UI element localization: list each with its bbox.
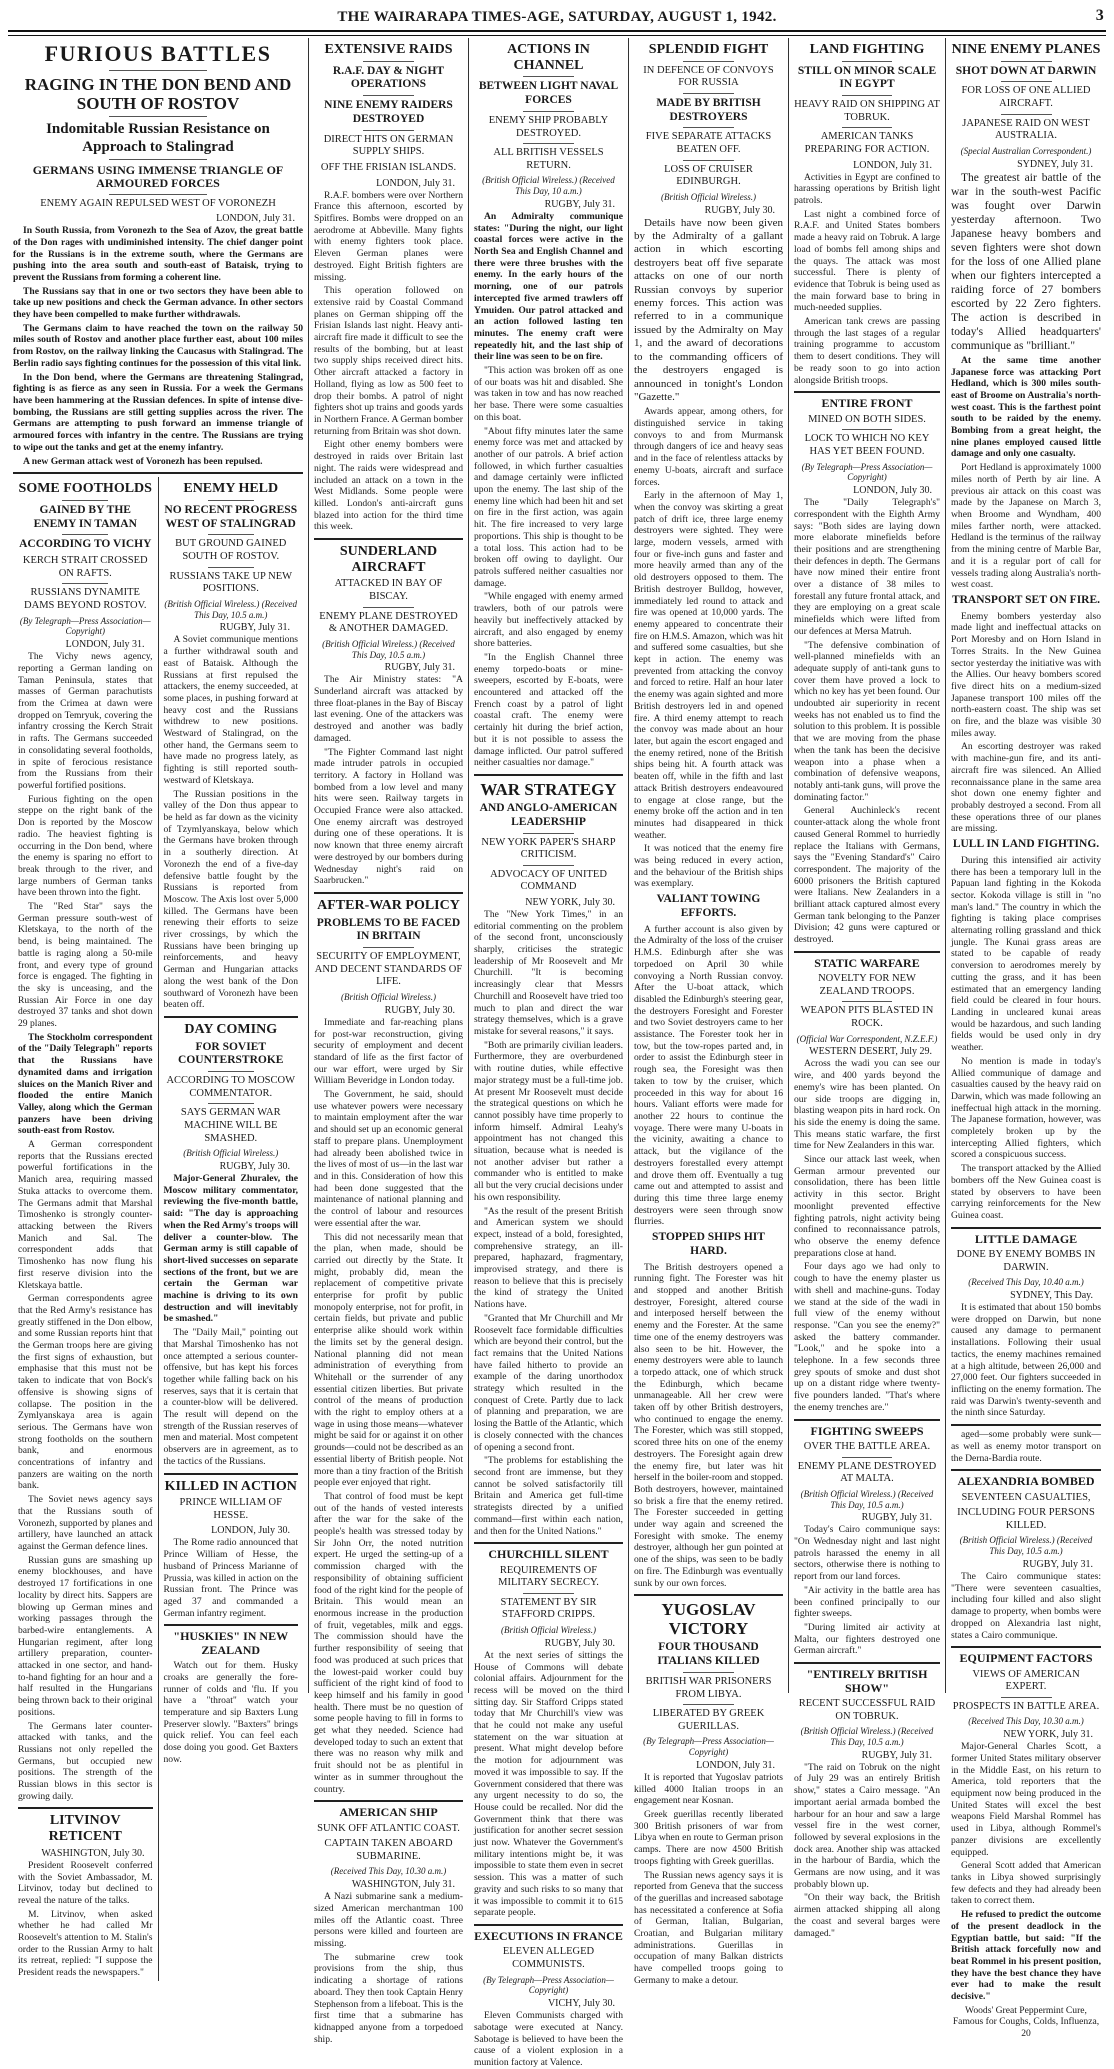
article-dateline: VICHY, July 30. (547, 1998, 615, 2010)
article-deck: VIEWS OF AMERICAN EXPERT. (972, 1668, 1080, 1693)
article-headline: LITVINOV RETICENT (48, 1813, 122, 1845)
divider (523, 1593, 574, 1594)
article-deck: NO RECENT PROGRESS WEST OF STALINGRAD (164, 503, 298, 530)
article-para: "The problems for establishing the second front are immense, but they cannot be solved satisfactorily till Britain and America get full-time strategists directed by a unified command—first within each nation, and then for the United Nations." (474, 1455, 623, 1537)
article-deck: ENEMY SHIP PROBABLY DESTROYED. (488, 114, 609, 139)
article-para: The Government, he said, should use whatever powers were necessary to maintain employment after the war and should set up an economic general staff to prepare plans. Unemployment had already been abolished twice in the lives of most of us—in the last war and in this. Consideration of how this had been done suggested that the maintenance of national planning and the control of labour and resources were essential after the war. (314, 1089, 463, 1229)
article-dateline: NEW YORK, July 30. (525, 896, 615, 908)
article-para: Awards appear, among others, for distinguished service in taking convoys to and from Murmansk through dangers of ice and heavy seas and in the face of relentless attacks by enemy U-boats, aircraft and surface forces. (634, 406, 783, 488)
divider (208, 500, 254, 501)
article-headline: STATIC WARFARE (814, 955, 920, 970)
article-credit: (British Official Wireless.) (Received This Day, 10 a.m.) (482, 175, 615, 197)
article-dateline: LONDON, July 30. (211, 1525, 290, 1537)
article-deck: SUNK OFF ATLANTIC COAST. (317, 1822, 460, 1834)
divider (109, 70, 208, 71)
article-para: A German correspondent reports that the Russians erected powerful fortifications in the Manich area, requiring massed Stuka attacks to overcome them. The Germans admit that Marshal Timoshenko is strongly counter-attacking between the Rivers Manich and Sal. The correspondent adds that Timoshenko has now flung his first reserve division into the Kletskaya battle. (18, 1139, 153, 1291)
article-para: "Air activity in the battle area has been confined principally to our fighter sweeps. (794, 1584, 940, 1620)
article-deck: DONE BY ENEMY BOMBS IN DARWIN. (956, 1249, 1096, 1273)
advert-headline: "HUSKIES" IN NEW ZEALAND (173, 1629, 289, 1657)
article-para: The Russian positions in the valley of the Don thus appear to be held as far down as the vicinity of Tzymlyanskaya, below which the Germans have broken through in a southerly direction. At Voronezh the end of a five-day defensive battle fought by the Russians is reported from Moscow. The Axis lost over 5,000 killed. The Germans have been renewing their efforts to seize river crossings, by which the Russians have been bringing up reinforcements, and heavy German and Hungarian attacks along the west bank of the Don southward of Voronezh have been beaten off. (163, 788, 298, 1011)
article-deck: FOUR THOUSAND ITALIANS KILLED (657, 1641, 760, 1668)
divider (208, 534, 254, 535)
article-dateline: LONDON, July 31. (65, 639, 145, 651)
section-rule (794, 1662, 940, 1664)
article-dateline: RUGBY, July 31. (1022, 1559, 1093, 1571)
section-rule (314, 1800, 463, 1802)
divider (62, 500, 108, 501)
article-credit: (Received This Day, 10.30 a.m.) (330, 1866, 447, 1877)
article-para: The British destroyers opened a running fight. The Forester was hit and stopped and another British destroyer, Foresight, altered course and interposed herself between the enemy and the Forester. At the same time one of the enemy destroyers was also seen to be hit. However, the enemy destroyers were able to launch a torpedo attack, one of which struck the Edinburgh, which became unmanageable. All her crew were taken off by other British destroyers, who continued to engage the enemy. The Forester, which was still stopped, scored three hits on one of the enemy destroyers. The Foresight again drew the enemy fire, but later was hit herself in the boiler-room and stopped. Both destroyers, however, maintained so brisk a fire that the enemy retired. The Forester succeeded in getting under way again and screened the Foresight with smoke. The enemy destroyer, although her gun pointed at one of the ships, was seen to be badly on fire. The Edinburgh was eventually sunk by our own forces. (634, 1261, 784, 1589)
divider (523, 111, 574, 112)
article-headline: SUNDERLAND AIRCRAFT (339, 544, 438, 575)
article-para: General Scott added that American tanks in Libya showed surprisingly few defects and they had already been taken to correct them. (951, 1860, 1101, 1907)
divider (683, 160, 734, 161)
article-dateline: RUGBY, July 30. (704, 204, 775, 216)
article-deck: ACCORDING TO VICHY (19, 538, 152, 551)
article-headline: ALEXANDRIA BOMBED (957, 1474, 1095, 1489)
article-deck: AND ANGLO-AMERICAN LEADERSHIP (479, 801, 618, 828)
article-para: "This action was broken off as one of our boats was hit and disabled. She was taken in tow and has now reached her base. There were some casualties on this boat. (474, 365, 623, 423)
lead-para: In the Don bend, where the Germans are threatening Stalingrad, fighting is as fierce as any seen in Russia. For a week the Germans have been hammering at the Russian defences. In spite of intense dive-bombing, the Russians are still getting supplies across the river. The Germans are attempting to push forward an immense triangle of armoured forces with infantry in the centre. The Russians are trying to wipe out the tanks and get at the enemy infantry. (13, 371, 303, 453)
article-deck: ACCORDING TO MOSCOW COMMENTATOR. (166, 1075, 296, 1099)
article-para: "On their way back, the British airmen attacked shipping all along the coast and several barges were damaged." (794, 1892, 940, 1939)
article-deck: NEW YORK PAPER'S SHARP CRITICISM. (481, 836, 616, 861)
divider (842, 429, 892, 430)
article-deck: STILL ON MINOR SCALE IN EGYPT (797, 64, 937, 91)
article-headline: AMERICAN SHIP (339, 1805, 438, 1820)
lead-story-column (8, 38, 308, 1979)
column-darwin (945, 38, 1106, 2040)
article-headline: ENTIRE FRONT (821, 396, 913, 411)
article-para: An Admiralty communique states: "During the night, our light coastal forces were active in the North Sea and English Channel and there were three brushes with the enemy. In the early hours of the morning, one of our patrols intercepted five armed trawlers off Ymuiden. Our patrol attacked and an action followed lasting ten minutes. The enemy craft were repeatedly hit, and the last ship of their line was seen to be on fire. (474, 210, 623, 363)
column-convoys (628, 38, 788, 1986)
lead-deck-1: RAGING IN THE DON BEND AND SOUTH OF ROSTOV (24, 74, 292, 113)
article-deck: NINE ENEMY RAIDERS DESTROYED (324, 99, 453, 126)
article-para: Today's Cairo communique says: "On Wednesday night and last night patrols harassed the enemy in all sectors, otherwise there is nothing to report from our land forces. (794, 1524, 940, 1583)
section-rule (951, 1469, 1101, 1471)
article-deck: FOR SOVIET COUNTERSTROKE (178, 1040, 284, 1067)
lead-para: The Russians say that in one or two sectors they have been able to take up new positions and check the German advance. In other sectors they have been compelled to make further withdrawals. (13, 285, 303, 321)
article-headline: ENEMY HELD (183, 481, 279, 497)
article-para: American tank crews are passing through the last stages of a regular training programme to accustom them to desert conditions. They will be ready soon to go into action alongside British troops. (794, 316, 940, 386)
article-deck: R.A.F. DAY & NIGHT OPERATIONS (332, 64, 445, 91)
article-para: A further account is also given by the Admiralty of the loss of the cruiser H.M.S. Edinburgh after she was torpedoed on April 30 while convoying a North Russian convoy. After the U-boat attack, which disabled the Edinburgh's steering gear, the destroyers Foresight and Forester and two Soviet destroyers came to her assistance. The Forester took her in tow, but the tow-ropes parted and, in order to assist the Edinburgh steer in rough sea, the Foresight was then taken to tow by the cruiser, which proceeded in this way for about 16 hours. Valiant efforts were made for another 22 hours to continue the voyage. There were many U-boats in the vicinity, awaiting a chance to attack, but the vigilance of the destroyers forestalled every attempt and drove them off. Eventually a tug came out and attempted to assist and during this time three large enemy destroyers were seen through snow flurries. (634, 923, 783, 1228)
lead-subcolumns (13, 477, 303, 1981)
article-para: At the same time another Japanese force was attacking Port Hedland, which is 300 miles south-east of Broome on Australia's north-west coast. This is the farthest point south to be raided by the enemy. Bombing from a great height, the nine planes employed caused little damage and only one casualty. (951, 354, 1101, 460)
lead-para: The Germans claim to have reached the town on the railway 50 miles south of Rostov and another place further east, about 100 miles from Rostov, on the railway linking the Caucasus with Stalingrad. The Berlin radio says fighting continues for the possession of this vital link. (13, 322, 303, 369)
article-para: Port Hedland is approximately 1000 miles north of Perth by air line. A previous air attack on this coast was made by the Japanese on March 3, when Broome and Wyndham, 400 miles farther north, were attacked. Hedland is the terminus of the railway from the mining centre of Marble Bar, and it is a regular port of call for vessels trading along Australia's north-west coast. (951, 462, 1101, 591)
article-credit: (British Official Wireless.) (661, 191, 756, 202)
article-deck: PRINCE WILLIAM OF HESSE. (179, 1497, 282, 1521)
article-para: "As the result of the present British and American system we should expect, instead of a bold, foresighted, comprehensive strategy, an ill-prepared, haphazard, fragmentary, improvised strategy, and there is reason to believe that this is precisely the kind of strategy the United Nations have. (474, 1205, 623, 1311)
divider (683, 127, 734, 128)
article-headline: EXECUTIONS IN FRANCE (474, 1929, 623, 1943)
article-deck: GAINED BY THE ENEMY IN TAMAN (33, 503, 137, 530)
divider (523, 865, 574, 866)
article-deck: MADE BY BRITISH DESTROYERS (656, 96, 761, 123)
article-dateline: LONDON, July 31. (853, 159, 932, 171)
article-headline: SOME FOOTHOLDS (18, 481, 152, 497)
article-para: It is estimated that about 150 bombs were dropped on Darwin, but none caused any damage to permanent installations. Following their usual tactics, the enemy machines remained at a high altitude, between 26,000 and 27,000 feet. Our fighters succeeded in inflicting on the enemy formation. The raid was Darwin's twenty-seventh and the ninth since Saturday. (951, 1302, 1101, 1419)
article-headline: ACTIONS IN CHANNEL (507, 42, 590, 73)
section-rule (18, 1807, 153, 1809)
subheading: LULL IN LAND FIGHTING. (952, 838, 1100, 851)
article-para: "Granted that Mr Churchill and Mr Roosevelt face formidable difficulties which are beyond their control, but the fact remains that the United Nations have failed hitherto to provide an example of the daring unorthodox strategy which resulted in the conquest of Crete. Partly due to lack of planning and preparation, we are losing the Battle of the Atlantic, which is closely connected with the chances of opening a second front. (474, 1312, 623, 1453)
article-deck: SHOT DOWN AT DARWIN (955, 64, 1097, 77)
article-para: Eleven Communists charged with sabotage were executed at Nancy. Sabotage is believed to have been the cause of a violent explosion in a munition factory at Valence. (474, 2010, 623, 2069)
article-dateline: RUGBY, July 31. (544, 198, 615, 210)
article-deck: SEVENTEEN CASUALTIES, (961, 1491, 1091, 1503)
divider (523, 76, 574, 77)
column-land-fighting (788, 38, 945, 1939)
article-headline: KILLED IN ACTION (164, 1478, 297, 1494)
article-para: The transport attacked by the Allied bombers off the New Guinea coast is stated by observers to have been carrying reinforcements for the New Guinea coast. (951, 1163, 1101, 1221)
article-headline: EXTENSIVE RAIDS (324, 42, 453, 57)
divider (683, 1672, 734, 1673)
section-rule (164, 1016, 299, 1018)
article-dateline: WESTERN DESERT, July 29. (809, 1046, 932, 1058)
article-dateline: RUGBY, July 30. (544, 1637, 615, 1649)
article-para: The Air Ministry states: "A Sunderland aircraft was attacked by three float-planes in the Bay of Biscay last evening. One of the attackers was destroyed and another was badly damaged. (314, 674, 463, 744)
column-channel (468, 38, 628, 2069)
article-deck: ENEMY PLANE DESTROYED & ANOTHER DAMAGED. (319, 610, 458, 635)
article-para: General Auchinleck's recent counter-attack along the whole front caused General Rommel to hurriedly replace the Italians with Germans, says the "Evening Standard's" Cairo correspondent. The majority of the 6000 prisoners the British captured were Italians. New Zealanders in a brilliant attack captured almost every German tank belonging to the Panzer Division; 42 guns were captured or destroyed. (794, 805, 940, 946)
section-rule (164, 1624, 299, 1626)
article-credit: (Received This Day, 10.40 a.m.) (968, 1277, 1084, 1288)
article-dateline: WASHINGTON, July 31. (351, 1879, 455, 1891)
article-deck: AMERICAN TANKS PREPARING FOR ACTION. (804, 131, 930, 156)
lead-headline: FURIOUS BATTLES (44, 41, 272, 66)
article-dateline: RUGBY, July 31. (219, 622, 290, 634)
article-para: That control of food must be kept out of the hands of vested interests after the war for the sake of the people's health was stressed today by Sir John Orr, the noted nutrition expert. He urged the setting-up of a commission charged with the responsibility of obtaining sufficient food of the right kind for the people of Britain. This would mean an enormous increase in the production of fruit, vegetables, milk and eggs. The commission should have the further responsibility of seeing that food was produced at such prices that the lowest-paid worker could buy sufficient of the right kind of food to keep himself and his family in good health. There must be no question of some people having to fill in forms to get what they needed. Science had developed today to such an extent that there was no reason why milk and fruit should not be as plentiful in winter as in summer throughout the country. (314, 1490, 463, 1795)
article-dateline: LONDON, July 31. (376, 177, 455, 189)
article-deck: REQUIREMENTS OF MILITARY SECRECY. (498, 1564, 599, 1589)
divider (842, 127, 892, 128)
article-credit: (Received This Day, 10.30 a.m.) (968, 1716, 1084, 1727)
article-deck: ENEMY PLANE DESTROYED AT MALTA. (797, 1460, 937, 1485)
article-dateline: SYDNEY, July 31. (1017, 158, 1093, 170)
article-deck: ATTACKED IN BAY OF BISCAY. (334, 578, 443, 602)
section-rule (951, 1227, 1101, 1229)
article-deck: LIBERATED BY GREEK GUERILLAS. (652, 1708, 765, 1732)
section-rule (13, 472, 303, 474)
article-para: The Rome radio announced that Prince William of Hesse, the husband of Princess Marianne of Prussia, was killed in action on the Russian front. The Prince was aged 37 and commanded a German infantry regiment. (163, 1537, 298, 1619)
article-credit: (British Official Wireless.) (Received This Day, 10.5 a.m.) (959, 1535, 1093, 1557)
article-credit: (Official War Correspondent, N.Z.E.F.) (796, 1033, 938, 1044)
divider (523, 833, 574, 834)
article-para: The Cairo communique states: "There were seventeen casualties, including four killed and also slight damage to property, when bombs were dropped on Alexandria last night, states a Cairo communique. (951, 1571, 1101, 1641)
article-deck: BETWEEN LIGHT NAVAL FORCES (478, 80, 619, 107)
article-para: The "Red Star" says the German pressure south-west of Kletskaya, to the north of the bend, is being maintained. The battle is raging along a 50-mile front, and every type of ground force is engaged. The fighting in the sky is unceasing, and the Russian Air Force in one day destroyed 37 tanks and shot down 29 planes. (18, 901, 153, 1030)
article-deck: RUSSIANS TAKE UP NEW POSITIONS. (169, 570, 293, 595)
article-para: Major-General Charles Scott, a former United States military observer in the Middle East, on his return to America, told reporters that the equipment now being produced in the United States will excel the best weapons Field Marshal Rommel has used in Libya, although Rommel's panzer divisions are excellently equipped. (951, 1741, 1101, 1858)
divider (523, 143, 574, 144)
article-deck: IN DEFENCE OF CONVOYS FOR RUSSIA (643, 64, 774, 89)
divider (363, 95, 414, 96)
article-headline: LITTLE DAMAGE (974, 1231, 1078, 1246)
article-deck: SECURITY OF EMPLOYMENT, AND DECENT STANDARDS OF LIFE. (314, 951, 463, 988)
divider (109, 159, 208, 160)
article-headline: LAND FIGHTING (809, 42, 925, 57)
article-para: President Roosevelt conferred with the Soviet Ambassador, M. Litvinov, today but declined to reveal the nature of the talks. (18, 1859, 153, 1906)
section-rule (164, 1473, 299, 1475)
divider (1001, 61, 1052, 62)
divider (683, 61, 734, 62)
article-headline: SPLENDID FIGHT (648, 42, 769, 57)
subheading: STOPPED SHIPS HIT HARD. (652, 1231, 765, 1257)
divider (109, 194, 208, 195)
subheading: TRANSPORT SET ON FIRE. (951, 593, 1101, 606)
masthead (8, 4, 1106, 32)
article-credit: (British Official Wireless.) (183, 1148, 279, 1159)
divider (842, 61, 892, 62)
article-deck: ADVOCACY OF UNITED COMMAND (490, 868, 607, 893)
article-credit: (By Telegraph—Press Association—Copyright) (801, 461, 933, 483)
divider (208, 1071, 254, 1072)
article-deck: FOR LOSS OF ONE ALLIED AIRCRAFT. (961, 85, 1091, 110)
lead-para: A new German attack west of Voronezh has been repulsed. (23, 455, 263, 467)
article-para: Last night a combined force of R.A.F. and United States bombers made a heavy raid on Tobruk. A large load of bombs fell among ships and the quays. The attack was most successful. There is plenty of evidence that Tobruk is being used as the main forward base to bring in much-needed supplies. (794, 208, 940, 314)
article-deck: CAPTAIN TAKEN ABOARD SUBMARINE. (324, 1838, 453, 1862)
article-deck: OVER THE BATTLE AREA. (803, 1440, 931, 1452)
advert-text: Woods' Great Peppermint Cure, Famous for Coughs, Colds, Influenza, 20 (952, 2004, 1100, 2040)
section-rule (794, 951, 940, 953)
article-para: Since our attack last week, when German armour prevented our consolidation, there has been little activity in this sector. Bright moonlight prevented effective fighting patrols, night activity being confined to reconnaissance patrols, who observe the enemy defence preparations close at hand. (794, 1154, 940, 1259)
article-para: Enemy bombers yesterday also made light and ineffectual attacks on Port Moresby and on Horn Island in Torres Straits. In the New Guinea sector yesterday the initiative was with the Allies. Our heavy bombers scored five direct hits on a medium-sized Japanese transport 100 miles off the north-eastern coast. The ship was set on fire, and the blaze was visible 30 miles away. (951, 610, 1101, 739)
article-dateline: LONDON, July 30. (853, 485, 932, 497)
divider (62, 534, 108, 535)
divider (363, 61, 414, 62)
article-credit: (British Official Wireless.) (Received This Day, 10.5 a.m.) (800, 1726, 934, 1747)
article-dateline: RUGBY, July 31. (861, 1749, 932, 1761)
article-para: "During limited air activity at Malta, our fighters destroyed one German aircraft." (794, 1621, 940, 1657)
article-para: "While engaged with enemy armed trawlers, both of our patrols were heavily but ineffectively attacked by aircraft, and also engaged by enemy shore batteries. (474, 591, 623, 650)
article-dateline: RUGBY, July 31. (384, 662, 455, 674)
section-rule (314, 538, 463, 540)
article-deck: JAPANESE RAID ON WEST AUSTRALIA. (962, 117, 1090, 142)
section-rule (794, 1419, 940, 1421)
lead-deck-4: ENEMY AGAIN REPULSED WEST OF VORONEZH (40, 197, 276, 209)
divider (208, 1103, 254, 1104)
article-deck: OFF THE FRISIAN ISLANDS. (320, 162, 457, 174)
article-para: "The raid on Tobruk on the night of July 29 was an entirely British show," states a Cairo message. "An important aerial armada bombed the harbour for an hour and saw a large vessel fire in the west corner, followed by several explosions in the dock area. Another ship was attacked in the harbour of Bardia, which the Germans are now using, and it was probably blown up. (794, 1761, 940, 1890)
divider (363, 947, 414, 948)
article-credit: (By Telegraph—Press Association—Copyright) (483, 1974, 614, 1996)
article-para: Furious fighting on the open steppe on the right bank of the Don is reported by the Moscow radio. The heaviest fighting is occurring in the Don bend, where the enemy is sparing no effort to break through to the river, and large numbers of German tanks have been thrown into the fight. (18, 793, 153, 899)
article-credit: (British Official Wireless.) (501, 1625, 596, 1636)
divider (683, 1704, 734, 1705)
article-deck: SAYS GERMAN WAR MACHINE WILL BE SMASHED. (180, 1107, 281, 1144)
article-deck: BRITISH WAR PRISONERS FROM LIBYA. (645, 1675, 772, 1700)
article-para: Greek guerillas recently liberated 300 British prisoners of war from Libya when en route to German prison camps. There are now 4500 British troops fighting with Greek guerillas. (634, 1809, 783, 1867)
lead-deck-3: GERMANS USING IMMENSE TRIANGLE OF ARMOURED FORCES (32, 162, 284, 191)
article-deck: PROBLEMS TO BE FACED IN BRITAIN (316, 916, 461, 943)
divider (842, 1001, 892, 1002)
article-para: The "Daily Telegraph's" correspondent with the Eighth Army says: "Both sides are laying down more elaborate minefields before their positions and are strengthening their defences in depth. The Germans have now mined their entire front over a distance of 38 miles to forestall any future frontal attack, and they are employing on a great scale minefields which were lifted from our defences at Mersa Matruh. (794, 497, 940, 637)
article-para: The "Daily Mail," pointing out that Marshal Timoshenko has not once attempted a serious counter-offensive, but has kept his forces together while falling back on his reserves, says that it is certain that a counter-blow will be delivered. The result will depend on the strength of the Russian reserves of men and material. Most competent observers are in agreement, as to the tactics of the Russians. (163, 1327, 298, 1467)
article-para: The submarine crew took provisions from the ship, thus indicating a shortage of rations aboard. They then took Captain Henry Stephenson from a lifeboat. This is the first time that a submarine has kidnapped anyone from a torpedoed ship. (314, 1951, 463, 2045)
article-deck: ELEVEN ALLEGED COMMUNISTS. (502, 1946, 595, 1971)
article-deck: RUSSIANS DYNAMITE DAMS BEYOND ROSTOV. (24, 587, 147, 612)
article-headline: FIGHTING SWEEPS (810, 1423, 924, 1438)
article-credit: (By Telegraph—Press Association—Copyright) (19, 615, 151, 637)
masthead-rule (8, 32, 1106, 36)
lead-dateline: LONDON, July 31. (216, 213, 295, 225)
article-dateline: RUGBY, July 30. (219, 1160, 290, 1172)
article-deck: PROSPECTS IN BATTLE AREA. (952, 1700, 1100, 1712)
article-headline: EQUIPMENT FACTORS (959, 1651, 1093, 1666)
article-headline: "ENTIRELY BRITISH SHOW" (806, 1667, 928, 1695)
article-para: Four days ago we had only to cough to have the enemy plaster us with shell and machine-guns. Today we stand at the side of the wadi in full view of the enemy without response. "Can you see the enemy?" asked the battery commander. "Look," and he spoke into a telephone. In a few seconds three grey spouts of smoke and dust shot up on a distant ridge where twenty-five pounders landed. "That's where the enemy trenches are." (794, 1261, 940, 1413)
article-para: Major-General Zhuralev, the Moscow military commentator, reviewing the five-month battle, said: "The day is approaching when the Red Army's troops will deliver a counter-blow. The German army is still capable of short-lived successes on separate sections of the front, but we are certain the German war machine is driving to its own destruction and will inevitably be smashed." (163, 1172, 298, 1325)
divider (1001, 1697, 1052, 1698)
article-para: The Soviet news agency says that the Russians south of Voronezh, supported by planes and artillery, have launched an attack against the German defence lines. (18, 1494, 153, 1552)
article-credit: (British Official Wireless.) (341, 992, 436, 1003)
article-dateline: RUGBY, July 30. (384, 1004, 455, 1016)
article-dateline: RUGBY, July 31. (861, 1512, 932, 1524)
article-para: During this intensified air activity there has been a temporary lull in the Papuan land fighting in the Kokoda sector. Kokoda village is still in "no man's land." The country in which the fighting is taking place comprises alternating rolling grassland and thick jungle. The Kunai grass areas are stated to be capable of ready conversion to aerodromes merely by cutting the grass, and it has been estimated that an emergency landing field could be cleared in four hours. Landing in uncleared kunai areas would be hazardous, and such landing fields would be used only in dry weather. (951, 854, 1101, 1054)
masthead-title: THE WAIRARAPA TIMES-AGE, SATURDAY, AUGUST 1, 1942. (337, 8, 777, 25)
divider (109, 116, 208, 117)
article-para: "In the English Channel three enemy torpedo-boats or mine-sweepers, escorted by E-boats, were encountered and attacked off the French coast by a patrol of light coastal craft. The enemy were certainly hit during the brief action, but it is not possible to assess the damage inflicted. Our patrol suffered neither casualties nor damage." (474, 651, 623, 769)
advert-text: Watch out for them. Husky croaks are generally the fore-runner of colds and 'flu. If you have a "throat" watch your temperature and sip Baxters Lung Preserver slowly. "Baxters" brings quick relief. You can feel each dose doing you good. Get Baxters now. (163, 1660, 298, 1765)
section-rule (951, 1424, 1101, 1426)
article-para: Russian guns are smashing up enemy blockhouses, and have destroyed 17 fortifications in one locality by direct hits. Sappers are blowing up German mines and working passages through the barbed-wire entanglements. A Hungarian regiment, after long artillery preparation, counter-attacked in one sector, and hand-to-hand fighting for an hour and a half resulted in the Hungarians being thrown back to their original positions. (18, 1554, 153, 1718)
article-deck: ALL BRITISH VESSELS RETURN. (493, 147, 604, 171)
article-para: The greatest air battle of the war in the south-west Pacific was fought over Darwin yesterday afternoon. Two Japanese heavy bombers and seven fighters were shot down for the loss of one Allied plane when our fighters intercepted a raiding force of 27 bombers escorted by 22 Zero fighters. The action is described in today's Allied headquarters' communique as "brilliant." (951, 171, 1101, 352)
article-para: He refused to predict the outcome of the present deadlock in the Egyptian battle, but said: "If the British attack forcefully now and beat Rommel in his present position, they have the best chance they have ever had to make the result decisive." (951, 1909, 1101, 2003)
divider (363, 130, 414, 131)
article-para: Activities in Egypt are confined to harassing operations by British light patrols. (794, 171, 940, 207)
article-deck: FIVE SEPARATE ATTACKS BEATEN OFF. (645, 131, 772, 156)
article-headline: CHURCHILL SILENT (488, 1547, 609, 1562)
article-para: "About fifty minutes later the same enemy force was met and attacked by another of our patrols. A brief action followed, in which further casualties and damage certainly were inflicted upon the enemy. The last ship of the enemy line which had been hit and set on fire in the first action, was again hit. The fire increased to very large proportions. This ship is thought to be a total loss. This action had to be broken off owing to daylight. Our patrols suffered neither casualties nor damage. (474, 425, 623, 589)
article-para: Early in the afternoon of May 1, when the convoy was skirting a great patch of drift ice, three large enemy destroyers were sighted. They were large, modern vessels, armed with four or five-inch guns and faster and more heavily armed than any of the old destroyers opposed to them. The British destroyer Bulldog, however, immediately led round to attack and fire was opened at 10,000 yards. The enemy appeared to concentrate their fire on H.M.S. Amazon, which was hit and suffered some casualties, but she kept in action. The enemy was prevented from attacking the convoy and forced to retire. Half an hour later the enemy was again sighted and more British destroyers led in and opened fire. A third enemy attempt to reach the convoy was made about an hour later, but again the escort engaged and the enemy retired, none of the British ships being hit. A fourth attack was beaten off, while in the fifth and last attack British destroyers endeavoured to engage at close range, but the enemy broke off the action and in ten minutes had disappeared in thick weather. (634, 490, 783, 841)
article-para: The "New York Times," in an editorial commenting on the problem of the second front, unconsciously sharply, criticises the strategic leadership of Mr Roosevelt and Mr Churchill. "It is becoming increasingly clear that Messrs Churchill and Roosevelt have tried too much to plan and direct the war strategy themselves, which is a grave mistake for several reasons," it says. (474, 908, 623, 1037)
divider (1001, 81, 1052, 82)
article-credit: (British Official Wireless.) (Received This Day, 10.5 a.m.) (322, 638, 455, 660)
section-rule (474, 1924, 623, 1926)
divider (842, 1457, 892, 1458)
article-dateline: SYDNEY, This Day. (1010, 1290, 1093, 1302)
article-headline: DAY COMING (184, 1021, 278, 1037)
article-para: Details have now been given by the Admiralty of a gallant action in which escorting destroyers beat off five separate attacks on one of our north Russian convoys by superior enemy forces. This action was referred to in a communique issued by the Admiralty on May 1, and the award of decorations to the commanding officers of the destroyers engaged is announced in tonight's London "Gazette." (634, 216, 783, 403)
section-rule (951, 1646, 1101, 1648)
article-headline: WAR STRATEGY (480, 779, 617, 799)
footholds-article (13, 477, 158, 1981)
section-rule (634, 1594, 783, 1596)
article-para: The Russian news agency says it is reported from Geneva that the success of the guerillas and increased sabotage has necessitated a conference at Sofia of German, Italian, Bulgarian, Croatian, and Bulgarian military administrations. Guerillas in occupation of many Balkan districts have compelled troops going to Germany to make a detour. (634, 1869, 783, 1986)
article-para: At the next series of sittings the House of Commons will debate colonial affairs. Adjournment for the recess will be moved on the third sitting day. Sir Stafford Cripps stated today that Mr Churchill's view was that he could not make any useful statement on the war situation at present. What might develop before the motion for adjournment was moved it was impossible to say. If the Government considered that there was any urgent necessity to do so, the House could be recalled. Nor did the Government think that there was justification for another secret session just now. Whatever the Government's military intentions might be, it was impossible to state them even in secret session. This was a matter of such gravity and such risks to so many that it was impossible to commit it to 615 separate people. (474, 1649, 623, 1919)
article-para: "The Fighter Command last night made intruder patrols in occupied territory. A factory in Holland was bombed from a low level and many hits were seen. Railway targets in Occupied France were also attacked. One enemy aircraft was destroyed during one of these operations. It is now known that three enemy aircraft were destroyed by our bombers during Wednesday night's raid on Saarbrucken." (314, 746, 463, 887)
article-para: The Germans later counter-attacked with tanks, and the Russians not only repelled the Germans, but occupied new positions. The strength of the Russian blows in this sector is growing daily. (18, 1720, 153, 1802)
article-para: R.A.F. bombers were over Northern France this afternoon, escorted by Spitfires. Bombs were dropped on an aerodrome at Abbeville. Many fights with enemy fighters took place. Eleven German planes were destroyed. Eight British fighters are missing. (314, 189, 463, 283)
article-deck: LOSS OF CRUISER EDINBURGH. (664, 163, 753, 188)
article-credit: (British Official Wireless.) (Received This Day, 10.5 a.m.) (800, 1488, 934, 1510)
article-para: An escorting destroyer was raked with machine-gun fire, and its anti-aircraft fire was silenced. An Allied reconnaissance plane in the same area shot down one enemy fighter and probably destroyed a second. From all these operations three of our planes are missing. (951, 741, 1101, 835)
column-raids (308, 38, 468, 2045)
article-dateline: WASHINGTON, July 30. (41, 1847, 145, 1859)
article-para: aged—some probably were sunk—as well as enemy motor transport on the Derna-Bardia route. (951, 1429, 1101, 1464)
divider (842, 95, 892, 96)
article-deck: INCLUDING FOUR PERSONS KILLED. (957, 1507, 1095, 1531)
article-deck: DIRECT HITS ON GERMAN SUPPLY SHIPS. (323, 133, 454, 158)
lead-para: In South Russia, from Voronezh to the Sea of Azov, the great battle of the Don rages with undiminished intensity. The chief danger point for the Russians is in the extreme south, where the Germans are pushing into the area south and south-east of Bataisk, trying to prevent the Russians from forming a coherent line. (13, 225, 303, 283)
article-dateline: LONDON, July 31. (696, 1759, 775, 1771)
article-para: It was noticed that the enemy fire was being reduced in every action, and the behaviour of the British ships was exemplary. (634, 843, 783, 890)
section-rule (794, 391, 940, 393)
divider (1001, 114, 1052, 115)
section-rule (474, 1542, 623, 1544)
article-deck: HEAVY RAID ON SHIPPING AT TOBRUK. (794, 99, 940, 123)
article-deck: NOVELTY FOR NEW ZEALAND TROOPS. (818, 973, 916, 997)
enemy-held-article (158, 477, 304, 1981)
article-dateline: NEW YORK, July 31. (1003, 1729, 1093, 1741)
article-para: Immediate and far-reaching plans for post-war reconstruction, giving security of employment and decent standard of life as the first factor of our war effort, were urged by Sir William Beveridge in London today. (314, 1016, 463, 1087)
article-headline: YUGOSLAV VICTORY (661, 1600, 756, 1639)
article-para: This did not necessarily mean that the plan, when made, should be carried out directly by the State. It might, probably did, mean the replacement of competitive private enterprise for profit by public monopoly enterprise, not for profit, in certain fields, but private and public enterprise alike should work within the limits set by the general design. National planning did not mean administration of everything from Whitehall or the surrender of any essential citizen liberties. But private control of the means of production with the right to employ others at a wage in using those means—whatever might be said for or against it on other grounds—could not be described as an essential liberty of British people. Not more than a tiny fraction of the British people ever enjoyed that right. (314, 1231, 463, 1489)
lead-deck-2: Indomitable Russian Resistance on Approach to Stalingrad (46, 120, 270, 155)
article-headline: NINE ENEMY PLANES (951, 42, 1101, 57)
article-deck: MINED ON BOTH SIDES. (808, 413, 926, 425)
article-deck: WEAPON PITS BLASTED IN ROCK. (800, 1005, 934, 1030)
subheading: VALIANT TOWING EFFORTS. (656, 893, 761, 919)
page-number: 3 (1095, 7, 1104, 24)
article-credit: (By Telegraph—Press Association—Copyright) (643, 1736, 774, 1758)
article-para: German correspondents agree that the Red Army's resistance has greatly stiffened in the Don elbow, and some Russian reports hint that the German troops here are giving the first signs of exhaustion, but emphasise that this must not be taken to indicate that von Bock's offensive is showing signs of collapse. The position in the Zymlyanskaya area is again serious. The Germans have won strong footholds on the southern bank, and enormous concentrations of infantry and panzers are waiting on the north bank. (18, 1293, 153, 1492)
article-headline: AFTER-WAR POLICY (317, 898, 460, 913)
article-para: Eight other enemy bombers were destroyed in raids over Britain last night. The raids were widespread and included an attack on a town in the West Midlands. Some people were killed. London's anti-aircraft guns blazed into action for the third time this week. (314, 439, 463, 533)
divider (683, 93, 734, 94)
newspaper-page (8, 4, 1106, 2069)
divider (208, 567, 254, 568)
article-deck: RECENT SUCCESSFUL RAID ON TOBRUK. (798, 1697, 936, 1722)
article-deck: LOCK TO WHICH NO KEY HAS YET BEEN FOUND. (804, 433, 930, 457)
article-deck: KERCH STRAIT CROSSED ON RAFTS. (22, 555, 148, 579)
article-para: A Soviet communique mentions a further withdrawal south and east of Bataisk. Although the Russians at first repulsed the attackers, the enemy succeeded, at some places, in pushing forward at heavy cost and the Russians withdrew to new positions. Westward of Stalingrad, on the other hand, the Germans seem to have made no progress lately, as fighting is still reported south-westward of Kletskaya. (163, 634, 298, 786)
article-para: It is reported that Yugoslav patriots killed 4000 Italian troops in an engagement near Kosnan. (634, 1771, 783, 1807)
article-para: A Nazi submarine sank a medium-sized American merchantman 100 miles off the Atlantic coast. Three persons were killed and fourteen are missing. (314, 1891, 463, 1950)
section-rule (474, 774, 623, 776)
article-para: "The defensive combination of well-planned minefields with an adequate supply of anti-tank guns to cover them have proved a lock to which no key has yet been found. Our undoubted air superiority in recent weeks has not enabled us to find the solution to this problem. It is possible that we are moving from the phase when the tank has been the decisive weapon into a phase when a combination of defensive weapons, notably anti-tank guns, will prove the dominating factor." (794, 639, 941, 803)
article-para: Across the wadi you can see our wire, and 400 yards beyond the enemy's wire has been planted. On our side troops are digging in, blasting weapon pits in hard rock. On his side the enemy is doing the same. This means static warfare, the first time for New Zealanders in this war. (794, 1058, 940, 1152)
article-para: This operation followed on extensive raid by Coastal Command planes on German shipping off the Frisian Islands last night. Heavy anti-aircraft fire made it difficult to see the results of the bombing, but at least two supply ships received direct hits. Other aircraft attacked a factory in Holland, flying as low as 500 feet to drop their bombs. A patrol of night fighters shot up trains and goods yards in Northern France. A German bomber returning from Britain was shot down. (314, 285, 463, 437)
article-deck: BUT GROUND GAINED SOUTH OF ROSTOV. (175, 538, 287, 563)
divider (363, 607, 414, 608)
section-rule (314, 892, 463, 894)
divider (62, 583, 108, 584)
article-para: No mention is made in today's Allied communique of damage and casualties caused by the heavy raid on Darwin, which was made following an ineffectual high attack in the morning. The Japanese formation, however, was completely broken up by the intercepting Allied fighters, which scored a conspicuous success. (951, 1055, 1101, 1161)
article-para: The Vichy news agency, reporting a German landing on Taman Peninsula, states that masses of German parachutists from the Crimea at dawn were dropped on Temryuk, covering the infantry crossing the Kerch Strait in rafts. The Germans succeeded in consolidating several footholds, in spite of ferocious resistance from the Russians from their powerful fortified positions. (18, 651, 153, 791)
article-deck: STATEMENT BY SIR STAFFORD CRIPPS. (500, 1596, 597, 1621)
article-credit: (British Official Wireless.) (Received This Day, 10.5 a.m.) (164, 598, 298, 620)
article-para: The Stockholm correspondent of the "Daily Telegraph" reports that the Russians have dynamited dams and irrigation sluices on the Manich River and flooded the entire Manich Valley, along which the German panzers have been driving south-east from Rostov. (18, 1031, 153, 1137)
article-credit: (Special Australian Correspondent.) (960, 145, 1092, 156)
article-para: "Both are primarily civilian leaders. Furthermore, they are overburdened with routine duties, while effective major strategy must be a full-time job. At present Mr Roosevelt must decide the strategical questions on which he cannot possibly have time properly to inform himself. Admiral Leahy's appointment has not changed this situation, because what is needed is not another adviser but rather a commander who is entitled to make all but the very crucial decisions under his own responsibility. (474, 1039, 623, 1203)
columns (8, 38, 1106, 2069)
article-para: M. Litvinov, when asked whether he had called Mr Roosevelt's attention to M. Stalin's order to the Russian Army to halt its retreat, replied: "I suppose the President reads the newspapers." (18, 1908, 153, 1979)
